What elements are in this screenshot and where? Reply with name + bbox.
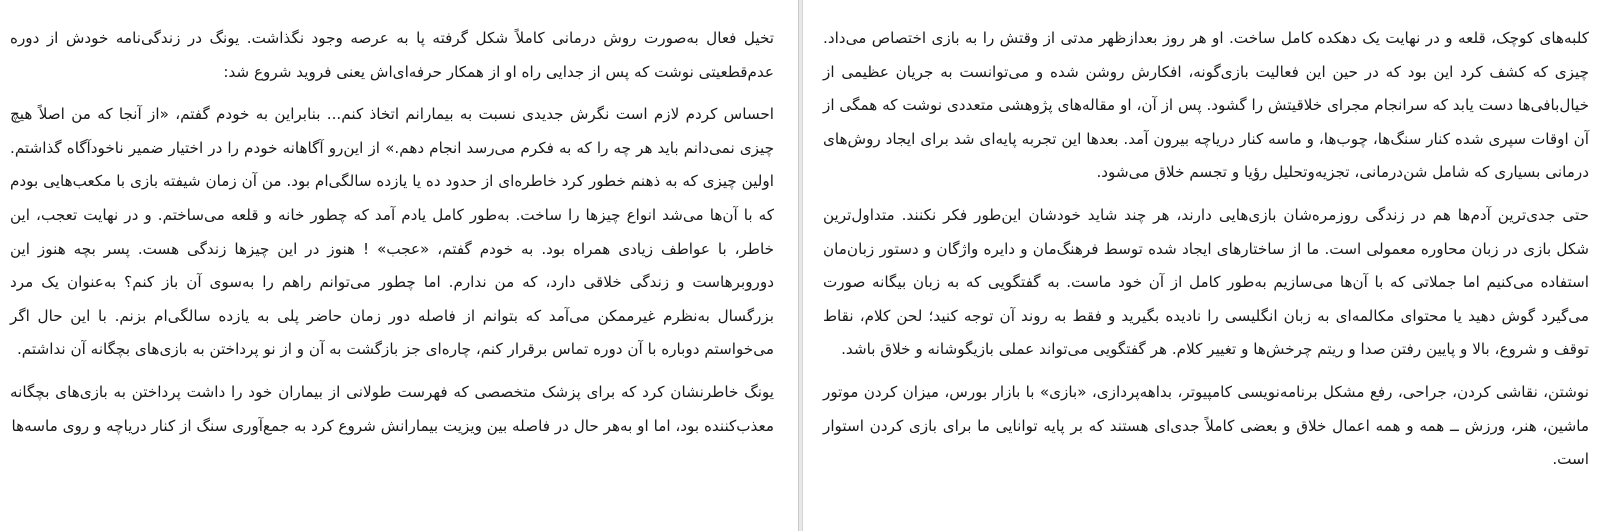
- right-page: [803, 0, 1615, 531]
- paragraph: کلبه‌های کوچک، قلعه و در نهایت یک دهکده کامل ساخت. او هر روز بعدازظهر مدتی از وقتش را به بازی اختصاص می‌داد. چیزی که کشف کرد این بود که در حین این فعالیت بازی‌گونه، افکارش روشن شده و می‌توانست به جریان عظیمی از خیال‌بافی‌ها دست یابد که سرانجام مجرای خلاقیتش را گشود. پس از آن، او مقاله‌های پژوهشی متعددی نوشت که همگی از آن اوقات سپری شده کنار سنگ‌ها، چوب‌ها، و ماسه کنار دریاچه بیرون آمد. بعدها این تجربه پایه‌ای شد برای ایجاد روش‌های درمانی بسیاری که شامل شن‌درمانی، تجزیه‌وتحلیل رؤیا و تجسم خلاق می‌شود.: [823, 29, 1589, 182]
- paragraph: نوشتن، نقاشی کردن، جراحی، رفع مشکل برنامه‌نویسی کامپیوتر، بداهه‌پردازی، «بازی» با بازار بورس، میزان کردن موتور ماشین، هنر، ورزش ــ همه و همه اعمال خلاق و بعضی کاملاً جدی‌ای هستند که بر پایه توانایی ما برای بازی کردن استوار است.: [823, 382, 1589, 469]
- paragraph: حتی جدی‌ترین آدم‌ها هم در زندگی روزمره‌شان بازی‌هایی دارند، هر چند شاید خودشان این‌طور فکر نکنند. متداول‌ترین شکل بازی در زبان محاوره معمولی است. ما از ساختارهای ایجاد شده توسط فرهنگ‌مان و دایره واژگان و دستور زبان‌مان استفاده می‌کنیم اما جملاتی که با آن‌ها می‌سازیم به‌طور کامل از آن خود ماست. به گفتگویی که به زبان بیگانه صورت می‌گیرد گوش دهید یا محتوای مکالمه‌ای به زبان انگلیسی را نادیده بگیرید و فقط به روند آن توجه کنید؛ لحن کلام، نقاط توقف و شروع، بالا و پایین رفتن صدا و ریتم چرخش‌ها و تغییر کلام. هر گفتگویی می‌تواند عملی بازیگوشانه و خلاق باشد.: [823, 205, 1589, 359]
- left-page: [0, 0, 798, 531]
- paragraph: یونگ خاطرنشان کرد که برای پزشک متخصصی که فهرست طولانی از بیماران خود را داشت پرداختن به بازی‌های بچگانه معذب‌کننده بود، اما او به‌هر حال در فاصله بین ویزیت بیمارانش شروع کرد به جمع‌آوری سنگ از کنار دریاچه و روی ماسه‌ها: [10, 382, 774, 435]
- paragraph: تخیل فعال به‌صورت روش درمانی کاملاً شکل گرفته پا به عرصه وجود نگذاشت. یونگ در زندگی‌نامه خودش از دوره عدم‌قطعیتی نوشت که پس از جدایی راه او از همکار حرفه‌ای‌اش یعنی فروید شروع شد:: [10, 29, 774, 81]
- paragraph: احساس کردم لازم است نگرش جدیدی نسبت به بیمارانم اتخاذ کنم... بنابراین به خودم گفتم، «از آنجا که من اصلاً هیچ چیزی نمی‌دانم باید هر چه را که به فکرم می‌رسد انجام دهم.» از این‌رو آگاهانه خودم را در اختیار ضمیر ناخودآگاه گذاشتم. اولین چیزی که به ذهنم خطور کرد خاطره‌ای از حدود ده یا یازده سالگی‌ام بود. من آن زمان شیفته بازی با مکعب‌هایی بودم که با آن‌ها می‌شد انواع چیزها را ساخت. به‌طور کامل یادم آمد که چطور خانه و قلعه می‌ساختم. و در نهایت تعجب، این خاطر، با عواطف زیادی همراه بود. به خودم گفتم، «عجب» ! هنوز در این چیزها زندگی هست. پسر بچه هنوز این دوروبرهاست و زندگی خلاقی دارد، که من ندارم. اما چطور می‌توانم راهم را به‌سوی آن باز کنم؟ به‌عنوان یک مرد بزرگسال به‌نظرم غیرممکن می‌آمد که بتوانم از فاصله دور زمان حاضر پلی به یازده سالگی‌ام بزنم. با این حال اگر می‌خواستم دوباره با آن دوره تماس برقرار کنم، چاره‌ای جز بازگشت به آن و از نو پرداختن به بازی‌های بچگانه آن نداشتم.: [10, 105, 774, 359]
